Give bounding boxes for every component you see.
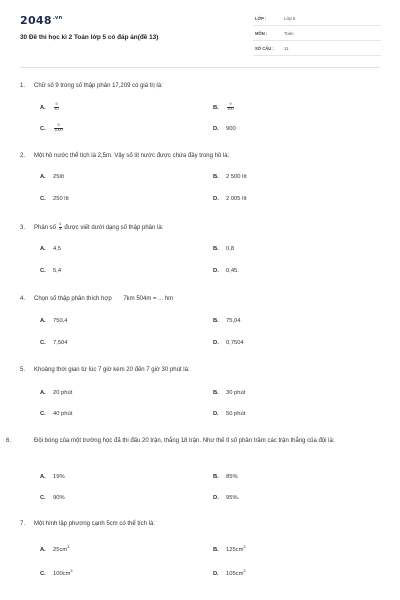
option-a[interactable] (40, 318, 68, 324)
question-text-after: được viết dưới dạng số thập phân là: (64, 224, 164, 231)
option-text: 25lít (53, 174, 64, 180)
option-text: 100cm (53, 570, 71, 577)
meta-key: LỚP : (255, 16, 267, 21)
question-number: 7. (20, 521, 26, 527)
question-text: Đội bóng của một trường học đã thi đấu 20 trận, thắng 18 trận. Như thế tỉ số phần trăm các trận thắng của đội là: (34, 438, 335, 444)
fraction (59, 223, 62, 232)
logo-text: 2048 (20, 14, 52, 27)
question-text: Chọn số thập phân thích hợp 7km 504m = ... hm (34, 296, 174, 302)
question-text-before: Phân số (34, 224, 57, 231)
option-letter: D. (213, 495, 219, 501)
option-c[interactable] (40, 569, 73, 577)
option-c[interactable] (40, 196, 69, 202)
meta-value: Lớp 5 (284, 16, 296, 21)
question-number: 3. (20, 224, 26, 231)
logo-suffix: .vn (52, 15, 63, 22)
option-b[interactable] (213, 103, 235, 112)
option-a[interactable] (40, 174, 64, 180)
option-text: 90% (53, 495, 65, 501)
option-text: 750,4 (53, 318, 68, 324)
option-letter: B. (213, 390, 219, 396)
fraction (54, 103, 59, 112)
fraction (54, 124, 63, 133)
option-text: 4,5 (53, 246, 62, 252)
question-text: Một hình lập phương cạnh 5cm có thể tích là: (34, 521, 156, 527)
meta-key: MÔN : (255, 31, 268, 36)
meta-row-subject (253, 28, 381, 41)
option-d[interactable] (213, 126, 236, 132)
superscript: 3 (243, 545, 246, 549)
option-letter: D. (213, 126, 219, 132)
option-text: 75,04 (226, 318, 241, 324)
option-letter: D. (213, 268, 219, 274)
option-text: 125cm (226, 546, 244, 553)
option-a[interactable] (40, 390, 72, 396)
option-text: 50 phút (226, 411, 246, 417)
superscript: 3 (243, 569, 246, 573)
question-stem (6, 437, 380, 446)
meta-value: Toán (284, 31, 294, 36)
superscript: 3 (70, 569, 73, 573)
option-a[interactable] (40, 474, 65, 480)
option-text: 30 phút (226, 390, 246, 396)
option-letter: A. (40, 390, 46, 396)
denominator: 100 (227, 106, 234, 111)
option-d[interactable] (213, 196, 247, 202)
question-number: 1. (20, 83, 26, 89)
option-letter: B. (213, 474, 219, 480)
document-title: 30 Đề thi học kì 2 Toán lớp 5 có đáp án(đề 13) (20, 34, 159, 41)
option-letter: D. (213, 196, 219, 202)
option-text: 19% (53, 474, 65, 480)
option-text: 250 lít (53, 196, 69, 202)
option-c[interactable] (40, 411, 72, 417)
option-a[interactable] (40, 246, 61, 252)
option-letter: B. (213, 104, 219, 111)
question-stem (20, 152, 380, 161)
option-a[interactable] (40, 103, 60, 112)
option-a[interactable] (40, 545, 69, 553)
question-text: Một hồ nước thể tích là 2,5m. Vậy số lít nước được chứa đầy trong hồ là: (34, 153, 230, 159)
site-logo[interactable] (20, 14, 62, 27)
meta-row-question-count (253, 43, 381, 56)
option-letter: C. (40, 196, 46, 202)
option-letter: A. (40, 174, 46, 180)
option-b[interactable] (213, 246, 234, 252)
option-letter: C. (40, 570, 46, 577)
option-text: 105cm (226, 570, 244, 577)
option-d[interactable] (213, 340, 244, 346)
option-text: 2 005 lít (226, 196, 247, 202)
numerator: 4 (59, 222, 62, 226)
option-letter: C. (40, 495, 46, 501)
cut-off-text-line (20, 594, 380, 600)
option-letter: A. (40, 318, 46, 324)
option-letter: A. (40, 104, 46, 111)
option-letter: D. (213, 411, 219, 417)
option-text: 0,7504 (226, 340, 244, 346)
document-header (0, 0, 400, 62)
question-stem (20, 295, 380, 304)
option-b[interactable] (213, 174, 247, 180)
option-text: 900 (226, 126, 236, 132)
option-d[interactable] (213, 411, 245, 417)
option-b[interactable] (213, 474, 238, 480)
denominator: 5 (59, 226, 62, 231)
option-d[interactable] (213, 569, 246, 577)
option-c[interactable] (40, 124, 64, 133)
option-letter: B. (213, 546, 219, 553)
fraction (227, 103, 234, 112)
question-number: 4. (20, 296, 26, 302)
option-letter: C. (40, 340, 46, 346)
option-letter: A. (40, 246, 46, 252)
question-number: 2. (20, 153, 26, 159)
option-letter: B. (213, 174, 219, 180)
question-stem (20, 82, 380, 91)
numerator: 9 (227, 103, 234, 108)
option-text: 5,4 (53, 268, 62, 274)
superscript: 3 (67, 545, 70, 549)
denominator: 1000 (54, 127, 63, 132)
option-text: 0,45. (226, 268, 239, 274)
denominator: 10 (54, 106, 59, 111)
option-letter: A. (40, 546, 46, 553)
meta-key: SỐ CÂU : (255, 46, 274, 51)
meta-value: 11 (284, 46, 289, 51)
question-number: 6. (6, 438, 12, 444)
option-d[interactable] (213, 495, 239, 501)
header-divider (20, 67, 380, 68)
option-letter: D. (213, 570, 219, 577)
option-text: 85% (226, 474, 238, 480)
option-letter: A. (40, 474, 46, 480)
question-text: Chữ số 9 trong số thập phân 17,209 có giá trị là: (34, 83, 163, 89)
option-text: 25cm (53, 546, 68, 553)
option-b[interactable] (213, 545, 246, 553)
option-letter: C. (40, 411, 46, 417)
option-text: 20 phút (53, 390, 73, 396)
meta-row-class (253, 13, 381, 26)
question-number: 5. (20, 367, 26, 373)
question-stem (20, 223, 380, 233)
option-text: 40 phút (53, 411, 73, 417)
option-letter: B. (213, 246, 219, 252)
option-text: 2 500 lít (226, 174, 247, 180)
option-d[interactable] (213, 268, 239, 274)
option-b[interactable] (213, 390, 245, 396)
numerator: 9 (54, 124, 63, 129)
question-text: Khoảng thời gian từ lúc 7 giờ kém 20 đến 7 giờ 30 phút là: (34, 367, 190, 373)
option-letter: C. (40, 125, 46, 132)
option-b[interactable] (213, 318, 241, 324)
option-letter: D. (213, 340, 219, 346)
question-stem (20, 366, 380, 375)
option-letter: C. (40, 268, 46, 274)
option-text: 95%. (226, 495, 240, 501)
option-c[interactable] (40, 268, 61, 274)
option-text: 0,8 (226, 246, 235, 252)
option-c[interactable] (40, 340, 68, 346)
numerator: 9 (55, 102, 58, 106)
option-text: 7,504 (53, 340, 68, 346)
option-c[interactable] (40, 495, 65, 501)
option-letter: B. (213, 318, 219, 324)
question-stem (20, 520, 380, 529)
